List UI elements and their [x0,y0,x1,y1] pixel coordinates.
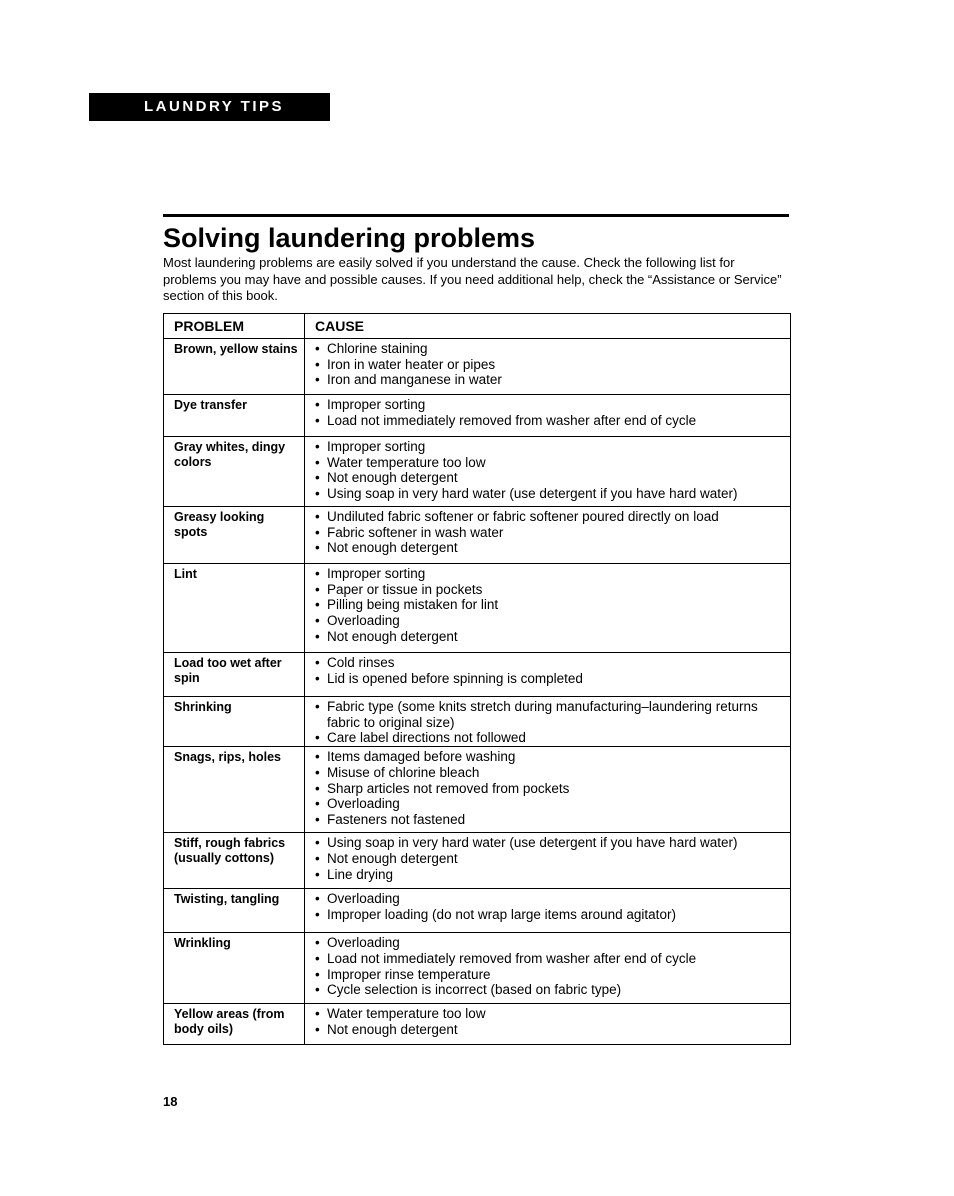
intro-paragraph: Most laundering problems are easily solved if you understand the cause. Check the following list for problems you may have and possible causes. If you need additional help, check the “Assistance or Service” section of this book. [163,255,782,303]
bullet-icon: • [315,1021,320,1037]
problem-label: Twisting, tangling [174,892,280,907]
cause-cell [305,933,791,1004]
bullet-icon: • [315,597,320,613]
cause-text: Overloading [327,796,400,812]
bullet-icon: • [315,780,320,796]
problem-cell [164,933,305,1004]
problem-cell [164,653,305,697]
cause-text: Water temperature too low [327,454,486,470]
cause-text: Using soap in very hard water (use detergent if you have hard water) [327,835,738,851]
cause-item [315,796,790,812]
cause-text: Overloading [327,891,400,907]
cause-item [315,765,790,781]
table-row [164,437,791,507]
table-row [164,1004,791,1045]
cause-item [315,525,790,541]
section-label: LAUNDRY TIPS [144,98,285,115]
cause-text: Items damaged before washing [327,749,516,765]
cause-text: Line drying [327,866,394,882]
problems-table [163,313,791,1045]
table-row [164,653,791,697]
cause-text: Overloading [327,935,400,951]
bullet-icon: • [315,699,320,714]
title-rule [163,214,789,217]
cause-item [315,935,790,951]
cause-text: Fabric type (some knits stretch during manufacturing–laundering returns fabric to original size) [327,699,758,730]
problem-column-header: PROBLEM [164,314,305,339]
cause-list [305,339,790,388]
cause-list [305,747,790,828]
bullet-icon: • [315,670,320,686]
bullet-icon: • [315,966,320,982]
bullet-icon: • [315,764,320,780]
cause-item [315,540,790,556]
cause-item [315,1006,790,1022]
cause-list [305,1004,790,1037]
cause-text: Lid is opened before spinning is completed [327,670,583,686]
cause-list [305,653,790,686]
table-row [164,507,791,564]
problem-label: Brown, yellow stains [174,342,298,356]
cause-item [315,951,790,967]
bullet-icon: • [315,470,320,486]
table-body [164,339,791,1045]
cause-item [315,413,790,429]
table-row [164,933,791,1004]
table-row [164,889,791,933]
cause-cell [305,437,791,507]
cause-text: Cycle selection is incorrect (based on fabric type) [327,982,622,998]
cause-text: Iron in water heater or pipes [327,356,496,372]
bullet-icon: • [315,891,320,907]
cause-item [315,470,790,486]
cause-text: Misuse of chlorine bleach [327,764,480,780]
cause-cell [305,889,791,933]
cause-item [315,835,790,851]
cause-text: Paper or tissue in pockets [327,581,483,597]
cause-list [305,564,790,645]
problem-label: Lint [174,567,197,581]
cause-text: Fabric softener in wash water [327,524,504,540]
problem-label: Greasy looking spots [174,510,265,539]
section-banner [89,93,330,121]
problem-label: Snags, rips, holes [174,750,281,765]
page-number: 18 [163,1094,178,1109]
cause-text: Not enough detergent [327,628,458,644]
cause-cell [305,564,791,653]
cause-text: Load not immediately removed from washer after end of cycle [327,950,697,966]
cause-item [315,655,790,671]
cause-item [315,629,790,645]
bullet-icon: • [315,730,320,746]
table-row [164,697,791,747]
cause-cell [305,697,791,747]
bullet-icon: • [315,613,320,629]
cause-text: Sharp articles not removed from pockets [327,780,570,796]
page-title: Solving laundering problems [163,223,536,253]
cause-text: Water temperature too low [327,1006,486,1022]
cause-item [315,1022,790,1038]
table-row [164,395,791,437]
problem-label: Gray whites, dingy colors [174,440,286,469]
bullet-icon: • [315,982,320,998]
cause-item [315,967,790,983]
problem-cell [164,833,305,889]
cause-item [315,397,790,413]
bullet-icon: • [315,454,320,470]
cause-item [315,851,790,867]
cause-text: Cold rinses [327,655,395,670]
cause-cell [305,747,791,833]
bullet-icon: • [315,412,320,428]
bullet-icon: • [315,655,320,670]
bullet-icon: • [315,372,320,388]
table-header-row [164,314,791,339]
cause-text: Improper sorting [327,566,426,581]
bullet-icon: • [315,356,320,372]
bullet-icon: • [315,397,320,412]
cause-list [305,437,790,502]
bullet-icon: • [315,796,320,812]
cause-item [315,867,790,883]
bullet-icon: • [315,906,320,922]
cause-text: Undiluted fabric softener or fabric softener poured directly on load [327,509,719,524]
cause-list [305,933,790,998]
table-row [164,339,791,395]
cause-list [305,697,790,746]
cause-text: Overloading [327,613,400,629]
cause-item [315,566,790,582]
bullet-icon: • [315,749,320,765]
cause-column-header: CAUSE [305,314,791,339]
cause-list [305,889,790,922]
cause-text: Pilling being mistaken for lint [327,597,499,613]
cause-text: Iron and manganese in water [327,372,502,388]
cause-item [315,749,790,765]
bullet-icon: • [315,850,320,866]
bullet-icon: • [315,566,320,581]
problem-cell [164,564,305,653]
cause-text: Not enough detergent [327,1021,458,1037]
cause-item [315,613,790,629]
cause-cell [305,395,791,437]
cause-item [315,439,790,455]
problem-cell [164,437,305,507]
cause-item [315,509,790,525]
cause-text: Chlorine staining [327,341,428,356]
cause-item [315,982,790,998]
bullet-icon: • [315,486,320,502]
cause-cell [305,653,791,697]
cause-text: Improper sorting [327,397,426,412]
cause-item [315,582,790,598]
cause-text: Improper rinse temperature [327,966,491,982]
problem-label: Shrinking [174,700,232,714]
cause-cell [305,1004,791,1045]
cause-list [305,833,790,882]
table-row [164,564,791,653]
problem-cell [164,507,305,564]
cause-cell [305,507,791,564]
cause-item [315,357,790,373]
bullet-icon: • [315,950,320,966]
bullet-icon: • [315,811,320,827]
problem-label: Wrinkling [174,936,231,951]
bullet-icon: • [315,439,320,454]
cause-text: Using soap in very hard water (use detergent if you have hard water) [327,486,738,502]
cause-cell [305,833,791,889]
cause-text: Fasteners not fastened [327,811,466,827]
cause-text: Care label directions not followed [327,730,526,746]
cause-text: Load not immediately removed from washer after end of cycle [327,412,697,428]
problem-label: Load too wet after spin [174,656,282,685]
problem-cell [164,1004,305,1045]
bullet-icon: • [315,628,320,644]
cause-text: Not enough detergent [327,470,458,486]
cause-text: Not enough detergent [327,850,458,866]
bullet-icon: • [315,935,320,951]
bullet-icon: • [315,509,320,524]
cause-item [315,907,790,923]
bullet-icon: • [315,540,320,556]
cause-item [315,486,790,502]
problem-label: Yellow areas (from body oils) [174,1007,285,1037]
cause-item [315,781,790,797]
bullet-icon: • [315,524,320,540]
cause-list [305,507,790,556]
problem-cell [164,889,305,933]
cause-item [315,699,790,730]
table-row [164,747,791,833]
bullet-icon: • [315,835,320,851]
cause-item [315,372,790,388]
bullet-icon: • [315,866,320,882]
cause-cell [305,339,791,395]
cause-item [315,891,790,907]
cause-text: Improper sorting [327,439,426,454]
problem-cell [164,395,305,437]
cause-item [315,597,790,613]
cause-item [315,812,790,828]
bullet-icon: • [315,341,320,356]
cause-item [315,341,790,357]
problem-label: Stiff, rough fabrics (usually cottons) [174,836,286,866]
table-row [164,833,791,889]
problem-cell [164,697,305,747]
cause-text: Improper loading (do not wrap large items around agitator) [327,906,676,922]
cause-item [315,455,790,471]
cause-text: Not enough detergent [327,540,458,556]
problem-cell [164,747,305,833]
cause-list [305,395,790,428]
problem-cell [164,339,305,395]
bullet-icon: • [315,1006,320,1022]
cause-item [315,730,790,746]
cause-item [315,671,790,687]
problem-label: Dye transfer [174,398,247,412]
bullet-icon: • [315,581,320,597]
